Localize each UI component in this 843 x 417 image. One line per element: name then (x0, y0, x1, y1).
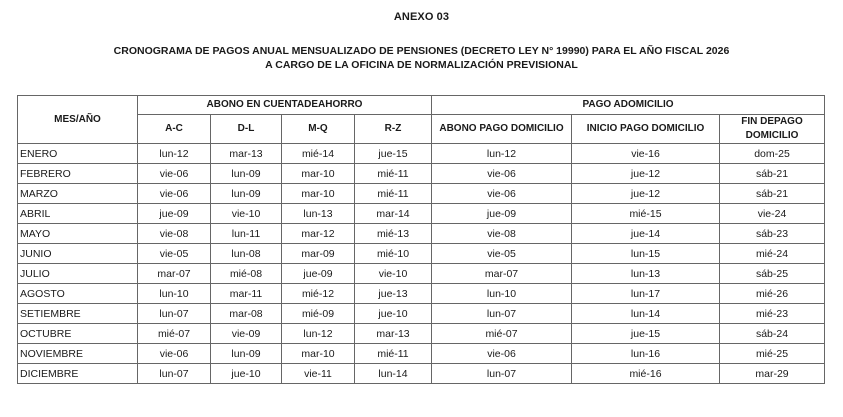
date-cell: vie-09 (211, 324, 282, 344)
date-cell: lun-13 (572, 264, 720, 284)
month-cell: ENERO (18, 144, 138, 164)
month-cell: ABRIL (18, 204, 138, 224)
date-cell: vie-08 (432, 224, 572, 244)
date-cell: mié-16 (572, 364, 720, 384)
date-cell: mié-14 (282, 144, 355, 164)
date-cell: sáb-21 (720, 184, 825, 204)
date-cell: vie-05 (432, 244, 572, 264)
date-cell: mié-07 (432, 324, 572, 344)
date-cell: mar-09 (282, 244, 355, 264)
date-cell: lun-08 (211, 244, 282, 264)
table-row (18, 144, 825, 164)
date-cell: lun-16 (572, 344, 720, 364)
date-cell: mar-14 (355, 204, 432, 224)
date-cell: lun-07 (138, 364, 211, 384)
month-cell: JULIO (18, 264, 138, 284)
date-cell: jue-09 (138, 204, 211, 224)
table-row (18, 344, 825, 364)
account-column-header-d-l: D-L (211, 115, 282, 144)
date-cell: mié-23 (720, 304, 825, 324)
date-cell: sáb-24 (720, 324, 825, 344)
date-cell: vie-11 (282, 364, 355, 384)
month-cell: NOVIEMBRE (18, 344, 138, 364)
date-cell: jue-15 (355, 144, 432, 164)
date-cell: sáb-23 (720, 224, 825, 244)
date-cell: dom-25 (720, 144, 825, 164)
date-cell: lun-17 (572, 284, 720, 304)
date-cell: mar-10 (282, 344, 355, 364)
date-cell: mar-12 (282, 224, 355, 244)
date-cell: vie-10 (355, 264, 432, 284)
payment-schedule-table (17, 95, 825, 384)
date-cell: vie-08 (138, 224, 211, 244)
date-cell: mié-24 (720, 244, 825, 264)
date-cell: lun-07 (432, 364, 572, 384)
date-cell: lun-10 (138, 284, 211, 304)
table-row (18, 264, 825, 284)
date-cell: lun-10 (432, 284, 572, 304)
date-cell: vie-06 (138, 184, 211, 204)
month-column-header: MES/AÑO (18, 96, 138, 144)
date-cell: mié-15 (572, 204, 720, 224)
date-cell: mié-11 (355, 164, 432, 184)
schedule-body (18, 144, 825, 384)
date-cell: mar-07 (432, 264, 572, 284)
month-cell: FEBRERO (18, 164, 138, 184)
date-cell: jue-10 (211, 364, 282, 384)
annex-label: ANEXO 03 (393, 11, 450, 23)
date-cell: jue-10 (355, 304, 432, 324)
date-cell: lun-07 (138, 304, 211, 324)
date-cell: vie-06 (432, 164, 572, 184)
date-cell: lun-14 (355, 364, 432, 384)
date-cell: mié-10 (355, 244, 432, 264)
date-cell: mar-07 (138, 264, 211, 284)
date-cell: vie-10 (211, 204, 282, 224)
month-cell: JUNIO (18, 244, 138, 264)
date-cell: jue-09 (432, 204, 572, 224)
date-cell: mar-08 (211, 304, 282, 324)
date-cell: sáb-25 (720, 264, 825, 284)
date-cell: jue-14 (572, 224, 720, 244)
home-start-column-header: INICIO PAGO DOMICILIO (572, 115, 720, 144)
date-cell: vie-06 (432, 344, 572, 364)
date-cell: jue-12 (572, 164, 720, 184)
date-cell: vie-24 (720, 204, 825, 224)
date-cell: mié-09 (282, 304, 355, 324)
date-cell: mié-11 (355, 184, 432, 204)
home-deposit-column-header: ABONO PAGO DOMICILIO (432, 115, 572, 144)
date-cell: mar-13 (211, 144, 282, 164)
home-payment-group-header: PAGO ADOMICILIO (432, 96, 825, 115)
table-row (18, 184, 825, 204)
date-cell: lun-12 (432, 144, 572, 164)
account-column-header-r-z: R-Z (355, 115, 432, 144)
date-cell: jue-12 (572, 184, 720, 204)
date-cell: lun-12 (282, 324, 355, 344)
date-cell: lun-09 (211, 344, 282, 364)
date-cell: lun-13 (282, 204, 355, 224)
date-cell: mar-10 (282, 164, 355, 184)
date-cell: mié-11 (355, 344, 432, 364)
date-cell: lun-15 (572, 244, 720, 264)
account-column-header-m-q: M-Q (282, 115, 355, 144)
date-cell: vie-05 (138, 244, 211, 264)
date-cell: vie-06 (138, 344, 211, 364)
date-cell: jue-13 (355, 284, 432, 304)
date-cell: mar-10 (282, 184, 355, 204)
date-cell: mié-25 (720, 344, 825, 364)
document-subtitle: A CARGO DE LA OFICINA DE NORMALIZACIÓN PREVISIONAL (265, 59, 578, 71)
date-cell: lun-12 (138, 144, 211, 164)
date-cell: mié-12 (282, 284, 355, 304)
account-column-header-a-c: A-C (138, 115, 211, 144)
table-row (18, 284, 825, 304)
date-cell: lun-07 (432, 304, 572, 324)
home-end-column-header: FIN DEPAGO DOMICILIO (720, 115, 825, 144)
date-cell: vie-16 (572, 144, 720, 164)
month-cell: MARZO (18, 184, 138, 204)
date-cell: lun-09 (211, 164, 282, 184)
date-cell: mié-07 (138, 324, 211, 344)
table-row (18, 324, 825, 344)
date-cell: lun-11 (211, 224, 282, 244)
month-cell: MAYO (18, 224, 138, 244)
month-cell: OCTUBRE (18, 324, 138, 344)
table-row (18, 304, 825, 324)
date-cell: mié-13 (355, 224, 432, 244)
month-cell: SETIEMBRE (18, 304, 138, 324)
date-cell: mar-11 (211, 284, 282, 304)
date-cell: mar-29 (720, 364, 825, 384)
account-deposit-group-header: ABONO EN CUENTADEAHORRO (138, 96, 432, 115)
table-row (18, 364, 825, 384)
date-cell: lun-09 (211, 184, 282, 204)
table-row (18, 204, 825, 224)
date-cell: lun-14 (572, 304, 720, 324)
date-cell: mié-26 (720, 284, 825, 304)
date-cell: jue-15 (572, 324, 720, 344)
date-cell: vie-06 (432, 184, 572, 204)
date-cell: vie-06 (138, 164, 211, 184)
document-title: CRONOGRAMA DE PAGOS ANUAL MENSUALIZADO DE PENSIONES (DECRETO LEY N° 19990) PARA EL AÑO FISCAL 2026 (113, 45, 730, 57)
date-cell: sáb-21 (720, 164, 825, 184)
table-row (18, 164, 825, 184)
table-row (18, 244, 825, 264)
month-cell: AGOSTO (18, 284, 138, 304)
table-row (18, 224, 825, 244)
date-cell: mié-08 (211, 264, 282, 284)
date-cell: jue-09 (282, 264, 355, 284)
month-cell: DICIEMBRE (18, 364, 138, 384)
header-row-groups (18, 96, 825, 115)
date-cell: mar-13 (355, 324, 432, 344)
